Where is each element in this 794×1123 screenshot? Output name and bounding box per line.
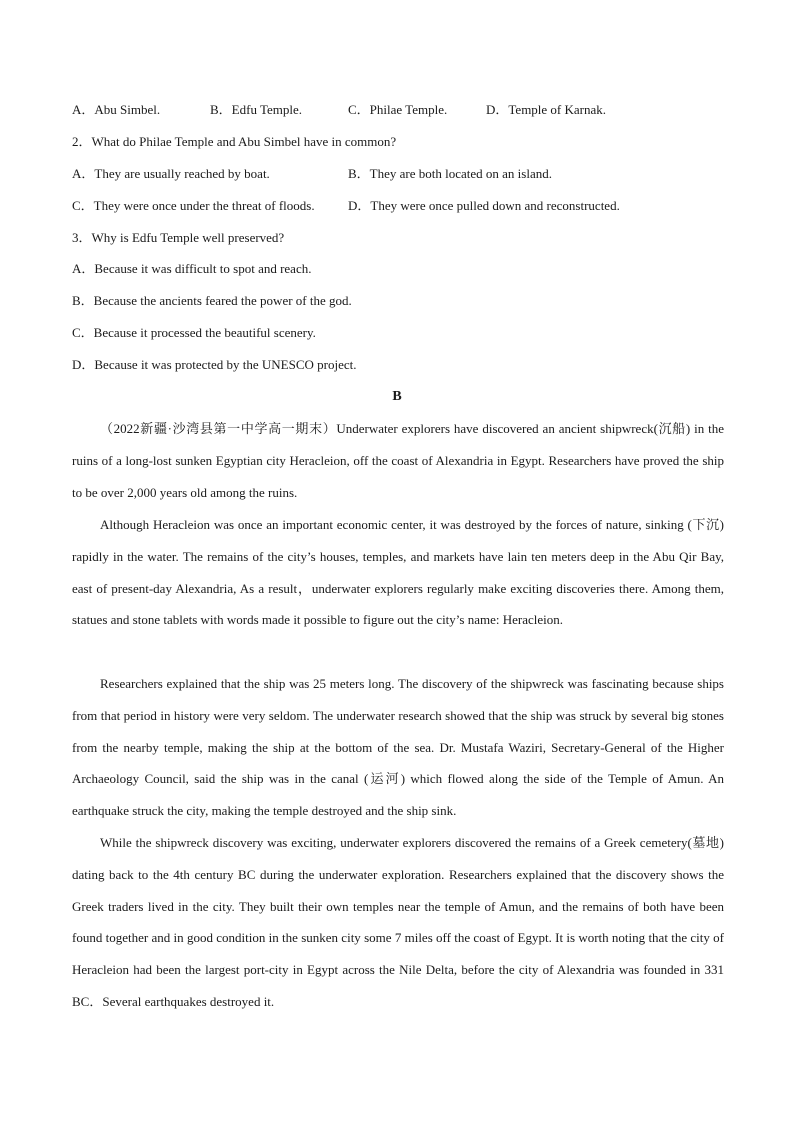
q2-option-c: C．They were once under the threat of floods. <box>72 198 315 213</box>
q2-option-b: B．They are both located on an island. <box>348 166 552 181</box>
passage-paragraph-3: Researchers explained that the ship was 25 meters long. The discovery of the shipwreck was fascinating because ships from that period in history were very seldom. The underwater research showed that the ship was struck by several big stones from the nearby temple, making the ship at the bottom of the sea. Dr. Mustafa Waziri, Secretary-General of the Higher Archaeology Council, said the ship was in the canal (运河) which flowed along the side of the Temple of Amun. An earthquake struck the city, making the temple destroyed and the ship sink. <box>72 676 724 819</box>
q1-option-a: A．Abu Simbel. <box>72 102 161 117</box>
q3-question: 3．Why is Edfu Temple well preserved? <box>72 230 285 245</box>
q3-option-c: C．Because it processed the beautiful scenery. <box>72 325 316 340</box>
section-heading: B <box>392 389 402 404</box>
passage-paragraph-4: While the shipwreck discovery was exciting, underwater explorers discovered the remains of a Greek cemetery(墓地) dating back to the 4th century BC during the underwater exploration. Researchers explained that the discovery shows the Greek traders lived in the city. They built their own temples near the temple of Amun, and the remains of both have been found together and in good condition in the sunken city some 7 miles off the coast of Egypt. It is worth noting that the city of Heracleion had been the largest port-city in Egypt across the Nile Delta, before the city of Alexandria was founded in 331 BC．Several earthquakes destroyed it. <box>72 835 724 1009</box>
q3-option-d: D．Because it was protected by the UNESCO project. <box>72 357 357 372</box>
q1-option-c: C．Philae Temple. <box>348 102 448 117</box>
passage-paragraph-1: （2022新疆·沙湾县第一中学高一期末）Underwater explorers have discovered an ancient shipwreck(沉船) in the ruins of a long-lost sunken Egyptian city Heracleion, off the coast of Alexandria in Egypt. Researchers have proved the ship to be over 2,000 years old among the ruins. <box>72 421 724 500</box>
q3-option-b: B．Because the ancients feared the power of the god. <box>72 293 352 308</box>
q2-question: 2．What do Philae Temple and Abu Simbel have in common? <box>72 134 397 149</box>
q2-option-a: A．They are usually reached by boat. <box>72 166 270 181</box>
q1-option-d: D．Temple of Karnak. <box>486 102 607 117</box>
q3-option-a: A．Because it was difficult to spot and reach. <box>72 261 312 276</box>
q1-option-b: B．Edfu Temple. <box>210 102 303 117</box>
passage-paragraph-2: Although Heracleion was once an important economic center, it was destroyed by the forces of nature, sinking (下沉) rapidly in the water. The remains of the city’s houses, temples, and markets have lain ten meters deep in the Abu Qir Bay, east of present-day Alexandria, As a result，underwater explorers regularly make exciting discoveries there. Among them, statues and stone tablets with words made it possible to figure out the city’s name: Heracleion. <box>72 517 724 628</box>
q2-option-d: D．They were once pulled down and reconstructed. <box>348 198 620 213</box>
